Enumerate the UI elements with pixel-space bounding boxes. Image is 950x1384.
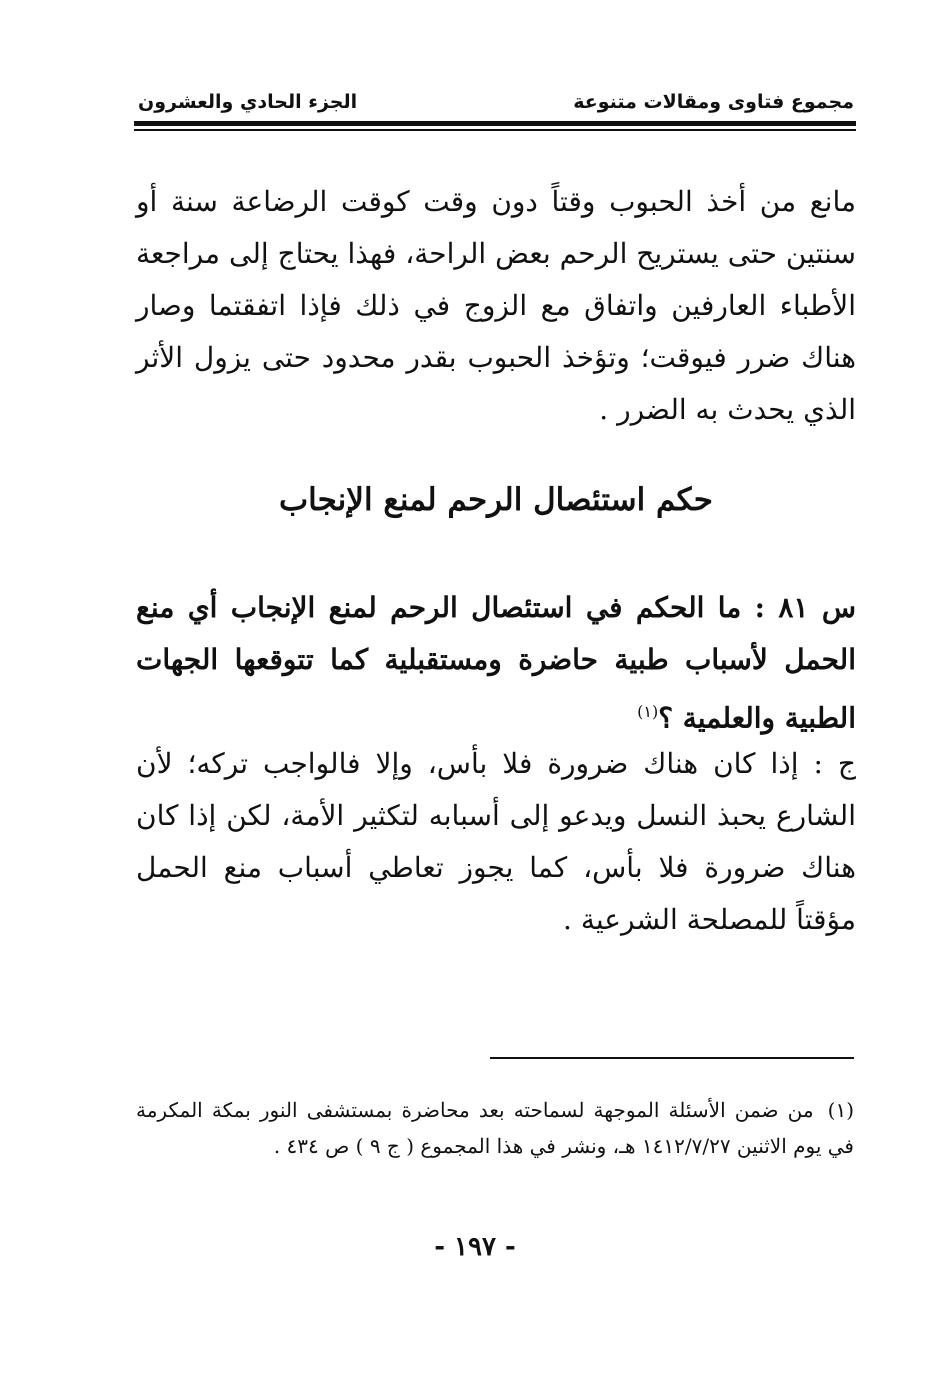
footnote-reference: (١) [637,702,659,721]
intro-paragraph: مانع من أخذ الحبوب وقتاً دون وقت كوقت الرضاعة سنة أو سنتين حتى يستريح الرحم بعض الراحة، فهذا يحتاج إلى مراجعة الأطباء العارفين واتفاق مع الزوج في ذلك فإذا اتفقتما وصار هناك ضرر فيوقت؛ وتؤخذ الحبوب بقدر محدود حتى يزول الأثر الذي يحدث به الضرر . [136,185,856,426]
volume-part-label: الجزء الحادي والعشرون [138,91,358,113]
page-number: - ١٩٧ - [434,1232,516,1262]
header-rule-thick [134,121,856,126]
section-heading: حكم استئصال الرحم لمنع الإنجاب [279,482,713,518]
book-title: مجموع فتاوى ومقالات متنوعة [573,91,854,113]
footnote-number: (١) [827,1098,854,1122]
footnote-text: من ضمن الأسئلة الموجهة لسماحته بعد محاضرة بمستشفى النور بمكة المكرمة في يوم الاثنين ١٤١٢/٧/٢٧ هـ، ونشر في هذا المجموع ( ج ٩ ) ص ٤٣٤ . [136,1098,854,1158]
footnote-divider [490,1057,854,1059]
running-header [138,84,854,120]
answer-paragraph: ج : إذا كان هناك ضرورة فلا بأس، وإلا فالواجب تركه؛ لأن الشارع يحبذ النسل ويدعو إلى أسبابه لتكثير الأمة، لكن إذا كان هناك ضرورة فلا بأس، كما يجوز تعاطي أسباب منع الحمل مؤقتاً للمصلحة الشرعية . [136,747,856,936]
footnote [136,1092,854,1164]
question-paragraph [136,582,856,744]
header-rule-thin [134,129,856,131]
question-text: س ٨١ : ما الحكم في استئصال الرحم لمنع الإنجاب أي منع الحمل لأسباب طبية حاضرة ومستقبلية كما تتوقعها الجهات الطبية والعلمية ؟ [136,591,857,735]
